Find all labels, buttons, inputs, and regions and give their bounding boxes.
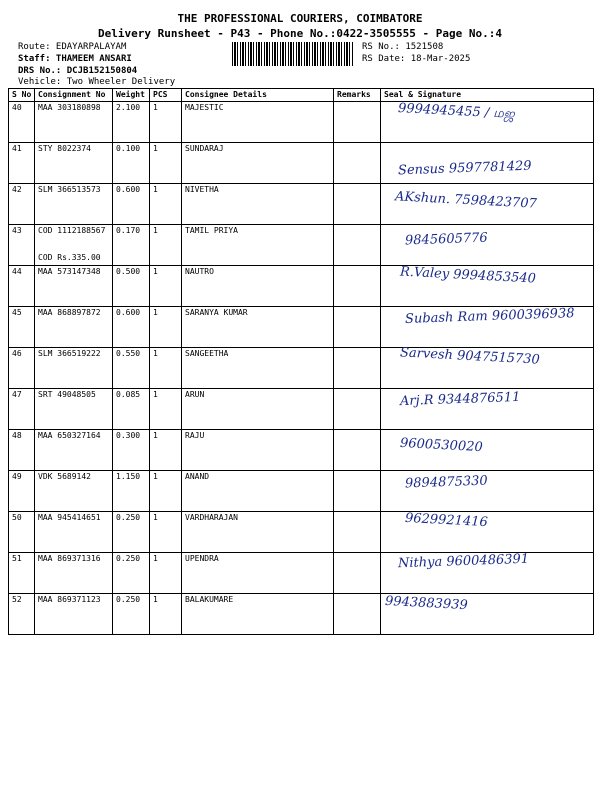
cell-sno-text: 42 [12,185,22,194]
cell-remarks [334,307,381,348]
cell-sno [9,266,35,307]
cell-remarks [334,184,381,225]
cell-consignee-text: TAMIL PRIYA [185,226,238,235]
cell-consignment [35,471,113,512]
handwritten-signature: Sensus 9597781429 [397,158,532,178]
cell-pcs-text: 1 [153,595,158,604]
cell-consignee [182,594,334,635]
col-consignee: Consignee Details [182,89,334,102]
cell-weight [113,348,150,389]
cell-sno [9,307,35,348]
handwritten-signature: Sarvesh 9047515730 [399,345,541,368]
cell-consignee [182,225,334,266]
table-row [9,430,594,471]
cell-weight [113,307,150,348]
cell-sno-text: 52 [12,595,22,604]
cell-pcs [150,348,182,389]
cell-consignment [35,430,113,471]
col-remarks: Remarks [334,89,381,102]
cell-sno-text: 43 [12,226,22,235]
cell-weight-text: 0.600 [116,308,141,317]
cell-remarks [334,266,381,307]
cell-sno-text: 41 [12,144,22,153]
cell-consignment-text: MAA 869371123 [38,595,101,604]
cell-sno-text: 46 [12,349,22,358]
cell-consignment [35,389,113,430]
cell-pcs [150,225,182,266]
cell-sno [9,184,35,225]
cell-consignee [182,348,334,389]
handwritten-signature: 9845605776 [404,230,488,248]
cell-pcs [150,307,182,348]
table-row [9,594,594,635]
col-sno: S No [9,89,35,102]
cell-pcs-text: 1 [153,185,158,194]
cell-weight-text: 0.300 [116,431,141,440]
cell-consignment-text: MAA 868897872 [38,308,101,317]
cell-weight-text: 2.100 [116,103,141,112]
cell-weight-text: 0.085 [116,390,141,399]
cell-consignee-text: UPENDRA [185,554,219,563]
cell-weight [113,512,150,553]
cell-weight [113,553,150,594]
handwritten-signature: 9894875330 [404,473,488,491]
cell-pcs-text: 1 [153,103,158,112]
cell-pcs [150,553,182,594]
cell-weight [113,225,150,266]
cell-pcs-text: 1 [153,267,158,276]
cell-consignment-text: MAA 573147348 [38,267,101,276]
cell-weight [113,471,150,512]
cell-consignment-text: SLM 366513573 [38,185,101,194]
cell-consignment-text: COD 1112188567 [38,226,106,235]
drs-label: DRS No.: DCJB152150804 [18,66,138,76]
cell-consignment [35,225,113,266]
table-header-row [9,89,594,102]
cell-sno [9,553,35,594]
cell-pcs-text: 1 [153,513,158,522]
cell-consignee [182,553,334,594]
cell-sno [9,430,35,471]
cell-remarks [334,225,381,266]
cell-consignee [182,102,334,143]
cell-weight-text: 0.550 [116,349,141,358]
cell-sno-text: 48 [12,431,22,440]
cell-consignment-text: MAA 650327164 [38,431,101,440]
cell-consignment [35,307,113,348]
cell-sno [9,348,35,389]
cell-sno [9,143,35,184]
cell-consignee [182,307,334,348]
cell-consignment [35,512,113,553]
handwritten-signature: 9629921416 [404,510,489,531]
cell-weight [113,430,150,471]
cell-weight-text: 0.500 [116,267,141,276]
cell-weight [113,266,150,307]
cell-remarks [334,471,381,512]
handwritten-signature: 9943883939 [384,593,469,614]
cell-consignee-text: NIVETHA [185,185,219,194]
cell-consignee [182,512,334,553]
cell-consignee [182,184,334,225]
cell-pcs [150,102,182,143]
cell-weight [113,102,150,143]
cell-weight-text: 1.150 [116,472,141,481]
cell-consignee-text: RAJU [185,431,205,440]
cell-consignee-text: ANAND [185,472,210,481]
cell-pcs-text: 1 [153,226,158,235]
cell-consignee-text: NAUTRO [185,267,214,276]
cell-consignment-text: MAA 303180898 [38,103,101,112]
handwritten-signature: R.Valey 9994853540 [399,264,537,287]
cell-pcs [150,512,182,553]
cell-consignee-text: SANGEETHA [185,349,229,358]
table-row [9,512,594,553]
cell-consignee [182,471,334,512]
cell-sno [9,225,35,266]
cell-consignee-text: ARUN [185,390,205,399]
cell-weight [113,389,150,430]
cell-consignee-text: VARDHARAJAN [185,513,238,522]
cell-weight [113,143,150,184]
cell-consignee [182,143,334,184]
cell-pcs [150,594,182,635]
cell-remarks [334,553,381,594]
cell-consignment-text: MAA 945414651 [38,513,101,522]
cell-pcs-text: 1 [153,308,158,317]
cell-weight-text: 0.170 [116,226,141,235]
cell-consignment-text: STY 8022374 [38,144,91,153]
cell-sno-text: 50 [12,513,22,522]
cell-consignment [35,184,113,225]
cell-remarks [334,102,381,143]
cell-sno [9,594,35,635]
rs-number: RS No.: 1521508 [362,42,444,52]
cell-pcs [150,389,182,430]
handwritten-signature: 9994945455 / மஜ [397,100,516,123]
table-row [9,225,594,266]
cell-sno-text: 51 [12,554,22,563]
cod-amount: COD Rs.335.00 [38,253,101,262]
cell-pcs-text: 1 [153,554,158,563]
col-seal-signature: Seal & Signature [381,89,594,102]
handwritten-signature: Nithya 9600486391 [397,551,530,571]
cell-weight-text: 0.100 [116,144,141,153]
cell-consignment-text: SRT 49048505 [38,390,96,399]
cell-consignee-text: BALAKUMARE [185,595,234,604]
cell-sno-text: 49 [12,472,22,481]
cell-consignee [182,430,334,471]
handwritten-signature: Arj.R 9344876511 [399,389,521,409]
cell-pcs-text: 1 [153,349,158,358]
cell-weight-text: 0.250 [116,513,141,522]
col-pcs: PCS [150,89,182,102]
cell-weight [113,184,150,225]
handwritten-signature: 9600530020 [399,435,484,456]
rs-date: RS Date: 18-Mar-2025 [362,54,471,64]
cell-consignee-text: SARANYA KUMAR [185,308,248,317]
cell-consignment-text: MAA 869371316 [38,554,101,563]
cell-consignment [35,143,113,184]
cell-sno-text: 40 [12,103,22,112]
cell-weight-text: 0.250 [116,595,141,604]
cell-sno-text: 44 [12,267,22,276]
cell-remarks [334,143,381,184]
cell-sno-text: 47 [12,390,22,399]
cell-consignment [35,594,113,635]
table-row [9,471,594,512]
barcode [232,42,354,66]
cell-remarks [334,389,381,430]
cell-pcs [150,266,182,307]
handwritten-signature: Subash Ram 9600396938 [404,305,575,327]
cell-pcs [150,143,182,184]
cell-pcs-text: 1 [153,144,158,153]
cell-remarks [334,348,381,389]
cell-weight-text: 0.250 [116,554,141,563]
cell-sno [9,471,35,512]
cell-pcs-text: 1 [153,431,158,440]
cell-consignee-text: SUNDARAJ [185,144,224,153]
cell-consignment [35,266,113,307]
vehicle-label: Vehicle: Two Wheeler Delivery [18,77,176,87]
cell-pcs [150,184,182,225]
cell-sno [9,512,35,553]
col-weight: Weight [113,89,150,102]
cell-consignment-text: SLM 366519222 [38,349,101,358]
cell-weight-text: 0.600 [116,185,141,194]
cell-pcs [150,471,182,512]
route-label: Route: EDAYARPALAYAM [18,42,127,52]
cell-pcs-text: 1 [153,472,158,481]
cell-sno [9,102,35,143]
cell-consignment [35,553,113,594]
cell-remarks [334,594,381,635]
handwritten-signature: AKshun. 7598423707 [394,189,538,212]
cell-consignee [182,389,334,430]
cell-weight [113,594,150,635]
cell-consignment-text: VDK 5689142 [38,472,91,481]
staff-label: Staff: THAMEEM ANSARI [18,54,132,64]
cell-consignee-text: MAJESTIC [185,103,224,112]
cell-pcs-text: 1 [153,390,158,399]
cell-consignee [182,266,334,307]
cell-consignment [35,102,113,143]
col-consignment: Consignment No [35,89,113,102]
cell-sno [9,389,35,430]
cell-remarks [334,430,381,471]
cell-pcs [150,430,182,471]
company-title: THE PROFESSIONAL COURIERS, COIMBATORE [177,12,423,25]
cell-sno-text: 45 [12,308,22,317]
cell-consignment [35,348,113,389]
runsheet-title: Delivery Runsheet - P43 - Phone No.:0422-3505555 - Page No.:4 [98,27,502,40]
cell-remarks [334,512,381,553]
